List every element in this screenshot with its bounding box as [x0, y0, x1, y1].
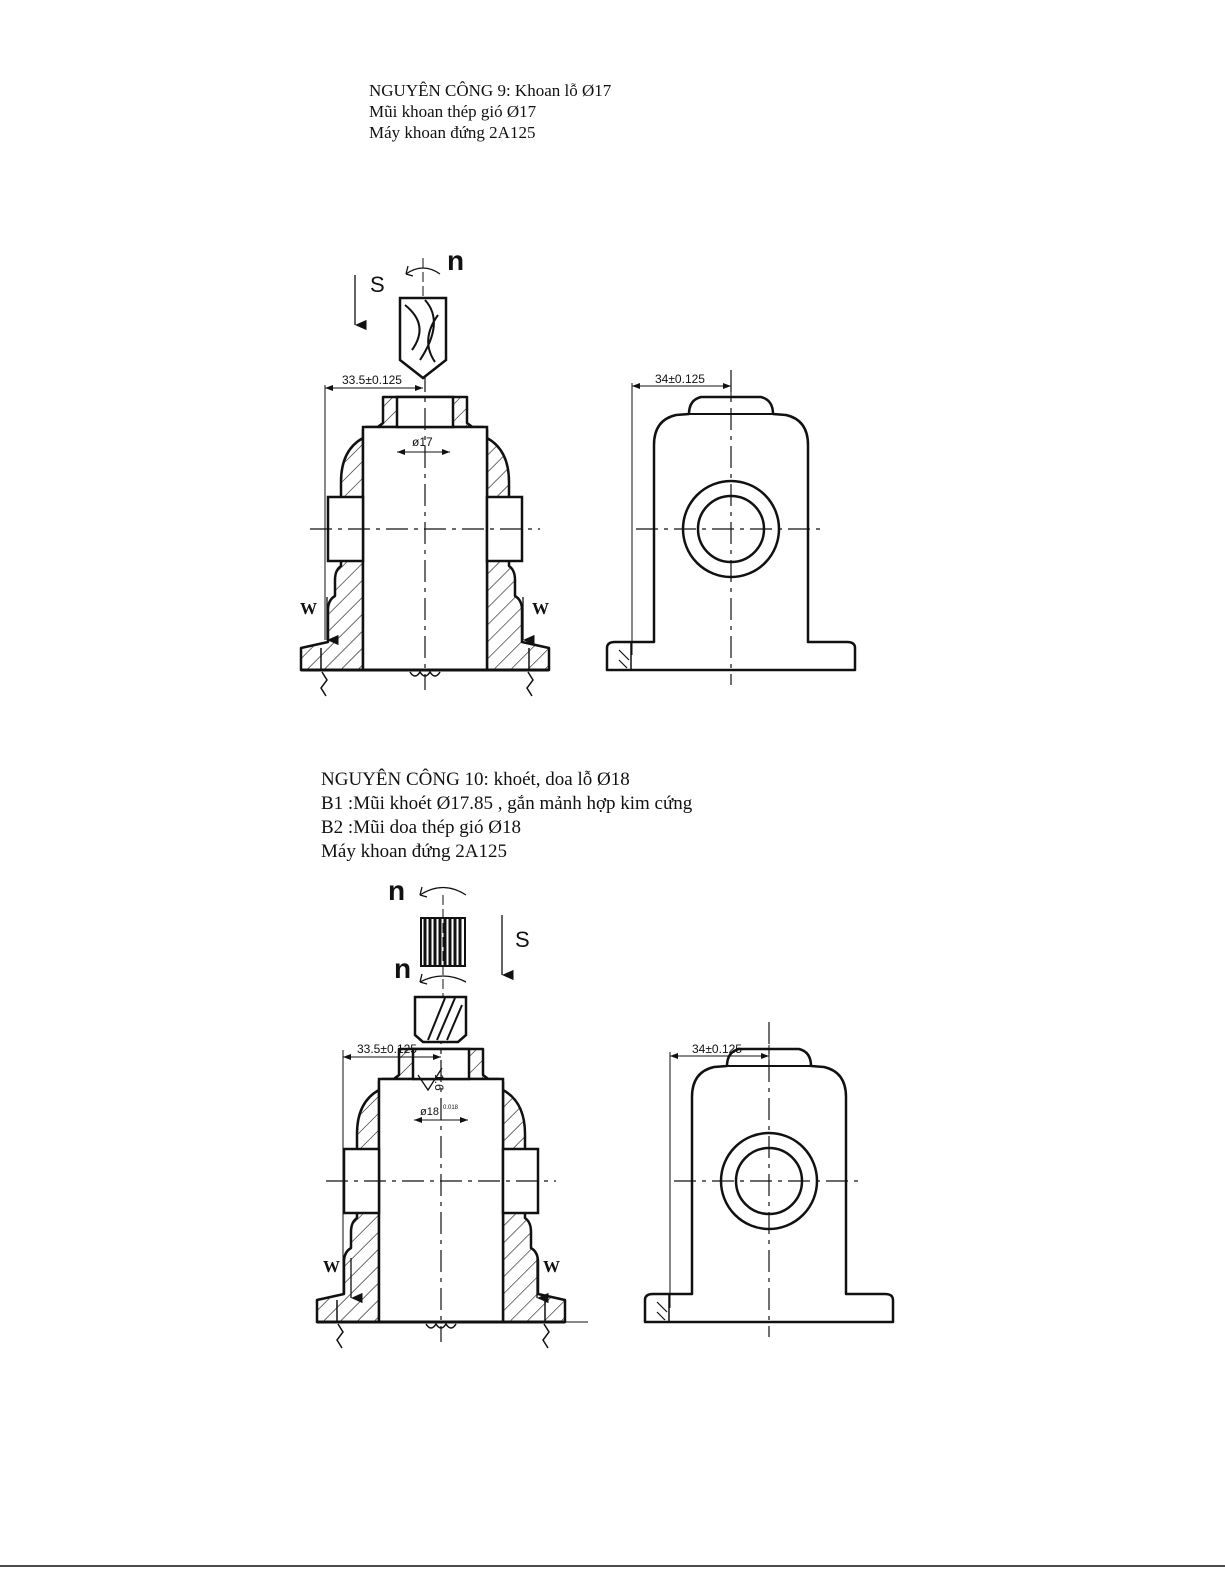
op10-section-view	[317, 1022, 565, 1348]
op9-clamp-left-label: W	[300, 599, 317, 618]
op10-rotation-label-1: n	[388, 875, 406, 906]
op10-machine: Máy khoan đứng 2A125	[321, 841, 508, 862]
op10-bore-dim-text: ø18	[420, 1106, 439, 1118]
op10-dim-right-text: 34±0.125	[692, 1042, 742, 1056]
op9-title: NGUYÊN CÔNG 9: Khoan lỗ Ø17	[369, 81, 612, 100]
op10-rotation-label-2: n	[394, 953, 412, 984]
op9-feed-label: S	[370, 272, 385, 297]
op9-side-view	[607, 370, 855, 685]
op9-dim-left-text: 33.5±0.125	[342, 373, 402, 387]
op10-title: NGUYÊN CÔNG 10: khoét, doa lỗ Ø18	[321, 769, 630, 790]
op10-bore-tol-text: 0.018	[443, 1105, 459, 1111]
op10-feed-label: S	[515, 927, 530, 952]
op9-machine: Máy khoan đứng 2A125	[369, 123, 536, 142]
op10-clamp-left-label: W	[323, 1257, 340, 1276]
op10-roughness-text: 1.6	[432, 1074, 446, 1091]
op9-drill-bit	[400, 298, 446, 378]
op9-clamp-right-label: W	[532, 599, 549, 618]
op10-clamp-right-label: W	[543, 1257, 560, 1276]
op9-section-view	[301, 370, 549, 696]
op10-dim-left-text: 33.5±0.125	[357, 1042, 417, 1056]
op10-step1: B1 :Mũi khoét Ø17.85 , gắn mảnh hợp kim cứng	[321, 793, 693, 814]
op10-core-drill	[415, 997, 466, 1042]
op9-rotation-label: n	[447, 245, 465, 276]
op9-dim-right-text: 34±0.125	[655, 372, 705, 386]
op9-bore-dim-text: ø17	[412, 435, 433, 449]
op9-tool: Mũi khoan thép gió Ø17	[369, 102, 537, 121]
op10-step2: B2 :Mũi doa thép gió Ø18	[321, 817, 522, 838]
